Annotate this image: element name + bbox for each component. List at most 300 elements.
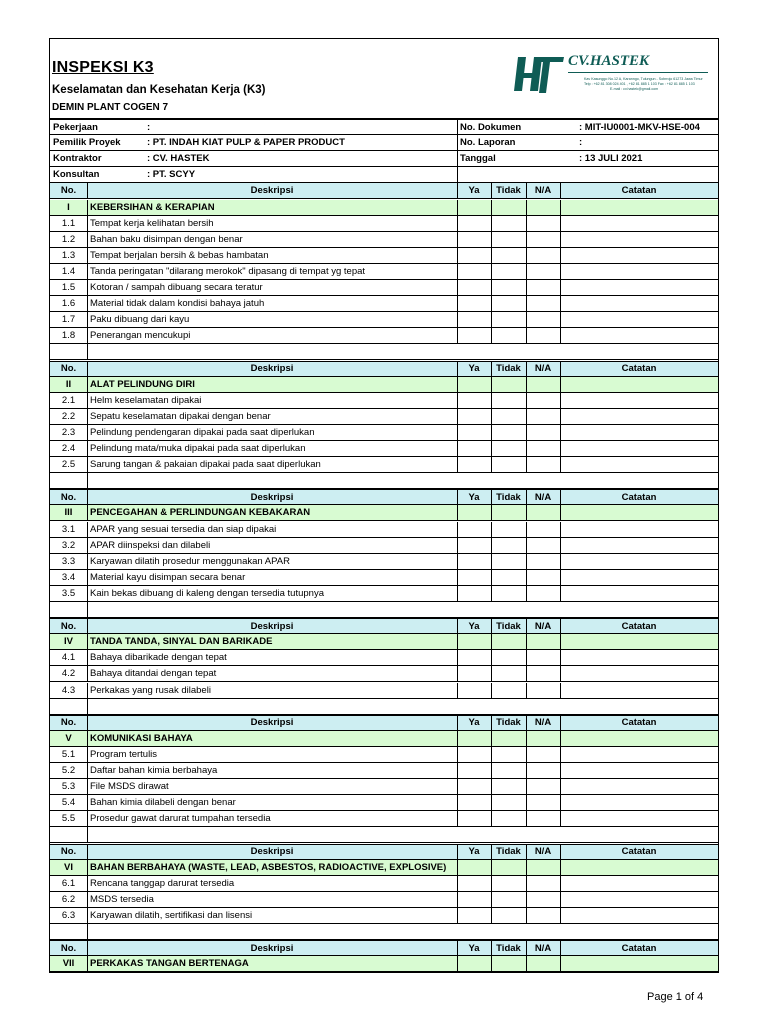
column-header-ya: Ya: [468, 185, 480, 197]
column-divider: [526, 425, 527, 440]
column-divider: [560, 377, 561, 392]
catatan-field[interactable]: [560, 779, 718, 794]
checkbox-tidak[interactable]: [491, 312, 526, 327]
checkbox-na[interactable]: [526, 393, 560, 408]
column-divider: [560, 248, 561, 263]
item-description: File MSDS dirawat: [90, 781, 169, 793]
column-divider: [526, 586, 527, 601]
catatan-field[interactable]: [560, 795, 718, 810]
column-divider: [526, 683, 527, 698]
catatan-field[interactable]: [560, 409, 718, 424]
column-divider: [526, 312, 527, 327]
checkbox-tidak[interactable]: [491, 586, 526, 601]
item-number: 3.5: [61, 587, 76, 599]
section-title-row: [50, 956, 718, 972]
column-divider: [526, 747, 527, 762]
checkbox-ya[interactable]: [457, 522, 491, 537]
checklist-row: [50, 441, 718, 457]
column-header-tidak: Tidak: [496, 185, 521, 197]
checklist-row: [50, 586, 718, 602]
column-divider: [457, 328, 458, 343]
checkbox-ya[interactable]: [457, 296, 491, 311]
checkbox-ya[interactable]: [457, 264, 491, 279]
catatan-field[interactable]: [560, 892, 718, 907]
checkbox-na[interactable]: [526, 312, 560, 327]
checkbox-tidak[interactable]: [491, 280, 526, 295]
checkbox-tidak[interactable]: [491, 296, 526, 311]
checkbox-ya[interactable]: [457, 328, 491, 343]
column-divider: [87, 312, 88, 327]
checklist-row: [50, 811, 718, 827]
catatan-field[interactable]: [560, 522, 718, 537]
checkbox-tidak[interactable]: [491, 425, 526, 440]
catatan-field[interactable]: [560, 216, 718, 231]
checkbox-ya[interactable]: [457, 216, 491, 231]
catatan-field[interactable]: [560, 264, 718, 279]
checklist-row: [50, 312, 718, 328]
item-description: Karyawan dilatih, sertifikasi dan lisensi: [90, 909, 253, 921]
section-title-row: [50, 505, 718, 521]
column-divider: [457, 666, 458, 681]
blank-spacer-row: [50, 699, 718, 715]
catatan-field[interactable]: [560, 811, 718, 826]
item-description: Penerangan mencukupi: [90, 330, 191, 342]
checkbox-na[interactable]: [526, 570, 560, 585]
column-divider: [560, 731, 561, 746]
checkbox-ya[interactable]: [457, 393, 491, 408]
column-divider: [526, 409, 527, 424]
column-divider: [560, 570, 561, 585]
checkbox-na[interactable]: [526, 296, 560, 311]
section-title: ALAT PELINDUNG DIRI: [90, 378, 195, 390]
column-divider: [526, 490, 527, 504]
checkbox-na[interactable]: [526, 232, 560, 247]
checkbox-na[interactable]: [526, 876, 560, 891]
catatan-field[interactable]: [560, 232, 718, 247]
item-number: 1.5: [61, 282, 76, 294]
checkbox-tidak[interactable]: [491, 232, 526, 247]
checkbox-na[interactable]: [526, 747, 560, 762]
checkbox-ya[interactable]: [457, 441, 491, 456]
checkbox-tidak[interactable]: [491, 570, 526, 585]
checkbox-tidak[interactable]: [491, 683, 526, 698]
column-divider: [491, 795, 492, 810]
column-divider: [491, 200, 492, 215]
column-divider: [87, 924, 88, 939]
checkbox-ya[interactable]: [457, 811, 491, 826]
column-divider: [560, 747, 561, 762]
column-divider: [491, 248, 492, 263]
column-divider: [526, 716, 527, 730]
column-header-no: No.: [60, 620, 77, 632]
section-title-row: [50, 200, 718, 216]
column-divider: [457, 457, 458, 472]
column-divider: [560, 666, 561, 681]
checkbox-tidak[interactable]: [491, 779, 526, 794]
section-roman: V: [65, 732, 72, 744]
column-header-ya: Ya: [468, 846, 480, 858]
ht-logo-icon: [512, 51, 564, 97]
checkbox-tidak[interactable]: [491, 538, 526, 553]
checkbox-ya[interactable]: [457, 666, 491, 681]
checklist-row: [50, 666, 718, 682]
column-divider: [457, 135, 458, 150]
checkbox-na[interactable]: [526, 538, 560, 553]
column-divider: [87, 393, 88, 408]
info-label-konsultan: Konsultan: [53, 169, 100, 181]
checkbox-na[interactable]: [526, 683, 560, 698]
blank-spacer-row: [50, 602, 718, 618]
column-divider: [457, 908, 458, 923]
checkbox-ya[interactable]: [457, 280, 491, 295]
column-divider: [457, 892, 458, 907]
column-divider: [457, 167, 458, 182]
checklist-row: [50, 280, 718, 296]
info-row: [50, 167, 718, 183]
column-divider: [87, 795, 88, 810]
catatan-field[interactable]: [560, 441, 718, 456]
column-divider: [526, 200, 527, 215]
checkbox-ya[interactable]: [457, 795, 491, 810]
checkbox-na[interactable]: [526, 280, 560, 295]
column-header-deskripsi: Deskripsi: [250, 846, 294, 858]
checkbox-ya[interactable]: [457, 457, 491, 472]
checkbox-ya[interactable]: [457, 763, 491, 778]
item-description: Pelindung mata/muka dipakai pada saat diperlukan: [90, 443, 306, 455]
checkbox-na[interactable]: [526, 908, 560, 923]
item-description: Pelindung pendengaran dipakai pada saat diperlukan: [90, 426, 315, 438]
column-divider: [457, 845, 458, 859]
catatan-field[interactable]: [560, 425, 718, 440]
column-divider: [491, 716, 492, 730]
column-divider: [526, 779, 527, 794]
checkbox-ya[interactable]: [457, 248, 491, 263]
checkbox-na[interactable]: [526, 457, 560, 472]
item-description: Material tidak dalam kondisi bahaya jatuh: [90, 298, 265, 310]
checkbox-ya[interactable]: [457, 650, 491, 665]
checkbox-tidak[interactable]: [491, 795, 526, 810]
column-divider: [491, 811, 492, 826]
checkbox-na[interactable]: [526, 892, 560, 907]
checkbox-tidak[interactable]: [491, 763, 526, 778]
column-divider: [560, 538, 561, 553]
column-divider: [87, 473, 88, 488]
item-description: Bahaya ditandai dengan tepat: [90, 668, 217, 680]
item-number: 1.4: [61, 265, 76, 277]
checkbox-tidak[interactable]: [491, 409, 526, 424]
column-divider: [560, 296, 561, 311]
checklist-row: [50, 538, 718, 554]
checkbox-ya[interactable]: [457, 409, 491, 424]
checkbox-na[interactable]: [526, 264, 560, 279]
column-divider: [526, 876, 527, 891]
section-roman: IV: [64, 636, 73, 648]
column-divider: [526, 908, 527, 923]
item-number: 1.1: [61, 217, 76, 229]
item-description: Tempat kerja kelihatan bersih: [90, 217, 214, 229]
column-header-ya: Ya: [468, 491, 480, 503]
column-divider: [87, 876, 88, 891]
column-divider: [457, 650, 458, 665]
checkbox-tidak[interactable]: [491, 666, 526, 681]
column-divider: [560, 619, 561, 633]
checklist-row: [50, 457, 718, 473]
column-divider: [87, 602, 88, 617]
column-header-deskripsi: Deskripsi: [250, 942, 294, 954]
column-divider: [491, 860, 492, 875]
column-divider: [491, 845, 492, 859]
checklist-row: [50, 328, 718, 344]
checkbox-ya[interactable]: [457, 876, 491, 891]
column-divider: [87, 248, 88, 263]
item-number: 2.2: [61, 410, 76, 422]
column-header-tidak: Tidak: [496, 942, 521, 954]
item-description: APAR yang sesuai tersedia dan siap dipakai: [90, 523, 277, 535]
column-divider: [87, 586, 88, 601]
checklist-row: [50, 876, 718, 892]
column-header-tidak: Tidak: [496, 491, 521, 503]
column-divider: [560, 554, 561, 569]
column-header-na: N/A: [534, 846, 552, 858]
column-divider: [87, 619, 88, 633]
info-label-no_dokumen: No. Dokumen: [460, 121, 522, 133]
column-header-ya: Ya: [468, 942, 480, 954]
info-label-pekerjaan: Pekerjaan: [53, 121, 98, 133]
checkbox-tidak[interactable]: [491, 747, 526, 762]
info-value-pekerjaan: :: [147, 121, 151, 133]
catatan-field[interactable]: [560, 683, 718, 698]
checkbox-na[interactable]: [526, 328, 560, 343]
checkbox-ya[interactable]: [457, 908, 491, 923]
column-header-deskripsi: Deskripsi: [250, 363, 294, 375]
column-divider: [457, 811, 458, 826]
catatan-field[interactable]: [560, 586, 718, 601]
catatan-field[interactable]: [560, 763, 718, 778]
item-number: 3.3: [61, 555, 76, 567]
column-divider: [526, 956, 527, 971]
catatan-field[interactable]: [560, 538, 718, 553]
checkbox-ya[interactable]: [457, 570, 491, 585]
column-divider: [491, 441, 492, 456]
checkbox-tidak[interactable]: [491, 876, 526, 891]
section-title: KEBERSIHAN & KERAPIAN: [90, 201, 215, 213]
checklist-row: [50, 248, 718, 264]
column-divider: [491, 522, 492, 537]
column-divider: [87, 344, 88, 359]
item-description: Bahan baku disimpan dengan benar: [90, 233, 243, 245]
checkbox-tidak[interactable]: [491, 441, 526, 456]
catatan-field[interactable]: [560, 876, 718, 891]
item-description: Program tertulis: [90, 748, 158, 760]
column-divider: [560, 908, 561, 923]
checkbox-tidak[interactable]: [491, 908, 526, 923]
column-divider: [491, 731, 492, 746]
item-number: 5.4: [61, 797, 76, 809]
column-divider: [491, 296, 492, 311]
item-number: 5.1: [61, 748, 76, 760]
section-title-row: [50, 634, 718, 650]
column-divider: [526, 845, 527, 859]
checkbox-na[interactable]: [526, 586, 560, 601]
column-divider: [87, 699, 88, 714]
catatan-field[interactable]: [560, 393, 718, 408]
column-divider: [491, 779, 492, 794]
column-divider: [526, 650, 527, 665]
checkbox-na[interactable]: [526, 795, 560, 810]
column-divider: [491, 747, 492, 762]
checkbox-na[interactable]: [526, 216, 560, 231]
checkbox-ya[interactable]: [457, 232, 491, 247]
checklist-row: [50, 908, 718, 924]
column-divider: [560, 312, 561, 327]
column-divider: [87, 362, 88, 376]
column-divider: [560, 716, 561, 730]
column-divider: [457, 860, 458, 875]
checkbox-ya[interactable]: [457, 312, 491, 327]
item-description: Daftar bahan kimia berbahaya: [90, 765, 218, 777]
column-divider: [457, 200, 458, 215]
checkbox-tidak[interactable]: [491, 811, 526, 826]
catatan-field[interactable]: [560, 457, 718, 472]
column-divider: [560, 763, 561, 778]
checkbox-ya[interactable]: [457, 538, 491, 553]
column-divider: [560, 216, 561, 231]
checkbox-ya[interactable]: [457, 586, 491, 601]
column-header-deskripsi: Deskripsi: [250, 620, 294, 632]
column-divider: [457, 538, 458, 553]
checkbox-tidak[interactable]: [491, 457, 526, 472]
column-divider: [560, 505, 561, 520]
column-divider: [560, 811, 561, 826]
column-divider: [526, 763, 527, 778]
checkbox-ya[interactable]: [457, 554, 491, 569]
catatan-field[interactable]: [560, 296, 718, 311]
column-divider: [560, 522, 561, 537]
checkbox-na[interactable]: [526, 779, 560, 794]
checkbox-tidak[interactable]: [491, 393, 526, 408]
column-divider: [560, 941, 561, 955]
item-description: Tanda peringatan "dilarang merokok" dipasang di tempat yg tepat: [90, 265, 366, 277]
item-description: Kotoran / sampah dibuang secara teratur: [90, 282, 263, 294]
checkbox-na[interactable]: [526, 409, 560, 424]
catatan-field[interactable]: [560, 666, 718, 681]
plant-name: DEMIN PLANT COGEN 7: [52, 102, 169, 113]
checkbox-ya[interactable]: [457, 779, 491, 794]
checkbox-ya[interactable]: [457, 892, 491, 907]
catatan-field[interactable]: [560, 570, 718, 585]
column-divider: [526, 795, 527, 810]
catatan-field[interactable]: [560, 650, 718, 665]
item-number: 6.1: [61, 877, 76, 889]
column-header-deskripsi: Deskripsi: [250, 717, 294, 729]
column-divider: [491, 908, 492, 923]
checkbox-na[interactable]: [526, 554, 560, 569]
checkbox-na[interactable]: [526, 763, 560, 778]
checkbox-tidak[interactable]: [491, 248, 526, 263]
column-divider: [457, 956, 458, 971]
column-divider: [87, 328, 88, 343]
item-description: Bahaya dibarikade dengan tepat: [90, 652, 227, 664]
column-divider: [491, 586, 492, 601]
column-header-row: [50, 940, 718, 956]
column-divider: [87, 779, 88, 794]
checkbox-tidak[interactable]: [491, 554, 526, 569]
column-divider: [457, 216, 458, 231]
column-header-deskripsi: Deskripsi: [250, 491, 294, 503]
checkbox-na[interactable]: [526, 811, 560, 826]
item-description: Helm keselamatan dipakai: [90, 394, 202, 406]
catatan-field[interactable]: [560, 312, 718, 327]
section-roman: I: [67, 201, 70, 213]
catatan-field[interactable]: [560, 554, 718, 569]
column-divider: [457, 362, 458, 376]
column-divider: [560, 280, 561, 295]
column-divider: [457, 377, 458, 392]
column-divider: [87, 232, 88, 247]
info-value-tanggal: : 13 JULI 2021: [579, 153, 643, 165]
column-divider: [491, 570, 492, 585]
checklist-row: [50, 554, 718, 570]
item-number: 1.6: [61, 298, 76, 310]
catatan-field[interactable]: [560, 747, 718, 762]
checkbox-tidak[interactable]: [491, 264, 526, 279]
column-divider: [560, 409, 561, 424]
checkbox-tidak[interactable]: [491, 328, 526, 343]
blank-spacer-row: [50, 473, 718, 489]
column-divider: [87, 731, 88, 746]
catatan-field[interactable]: [560, 280, 718, 295]
checkbox-na[interactable]: [526, 441, 560, 456]
checkbox-tidak[interactable]: [491, 892, 526, 907]
column-divider: [526, 505, 527, 520]
column-divider: [457, 634, 458, 649]
checkbox-tidak[interactable]: [491, 216, 526, 231]
column-divider: [87, 860, 88, 875]
column-divider: [491, 892, 492, 907]
info-label-kontraktor: Kontraktor: [53, 153, 102, 165]
column-header-row: [50, 489, 718, 505]
column-divider: [87, 845, 88, 859]
catatan-field[interactable]: [560, 248, 718, 263]
column-divider: [491, 457, 492, 472]
column-divider: [457, 409, 458, 424]
item-number: 5.5: [61, 813, 76, 825]
item-description: Karyawan dilatih prosedur menggunakan APAR: [90, 555, 290, 567]
item-number: 2.1: [61, 394, 76, 406]
checkbox-tidak[interactable]: [491, 650, 526, 665]
column-divider: [526, 296, 527, 311]
checkbox-ya[interactable]: [457, 747, 491, 762]
catatan-field[interactable]: [560, 328, 718, 343]
catatan-field[interactable]: [560, 908, 718, 923]
checkbox-na[interactable]: [526, 522, 560, 537]
checkbox-na[interactable]: [526, 248, 560, 263]
column-divider: [560, 425, 561, 440]
column-divider: [560, 795, 561, 810]
checkbox-na[interactable]: [526, 425, 560, 440]
checklist-row: [50, 296, 718, 312]
section-roman: III: [64, 507, 73, 519]
checkbox-ya[interactable]: [457, 425, 491, 440]
column-divider: [491, 393, 492, 408]
item-number: 1.8: [61, 330, 76, 342]
column-divider: [457, 151, 458, 166]
item-description: Paku dibuang dari kayu: [90, 314, 190, 326]
checkbox-na[interactable]: [526, 650, 560, 665]
checkbox-ya[interactable]: [457, 683, 491, 698]
checkbox-na[interactable]: [526, 666, 560, 681]
checkbox-tidak[interactable]: [491, 522, 526, 537]
